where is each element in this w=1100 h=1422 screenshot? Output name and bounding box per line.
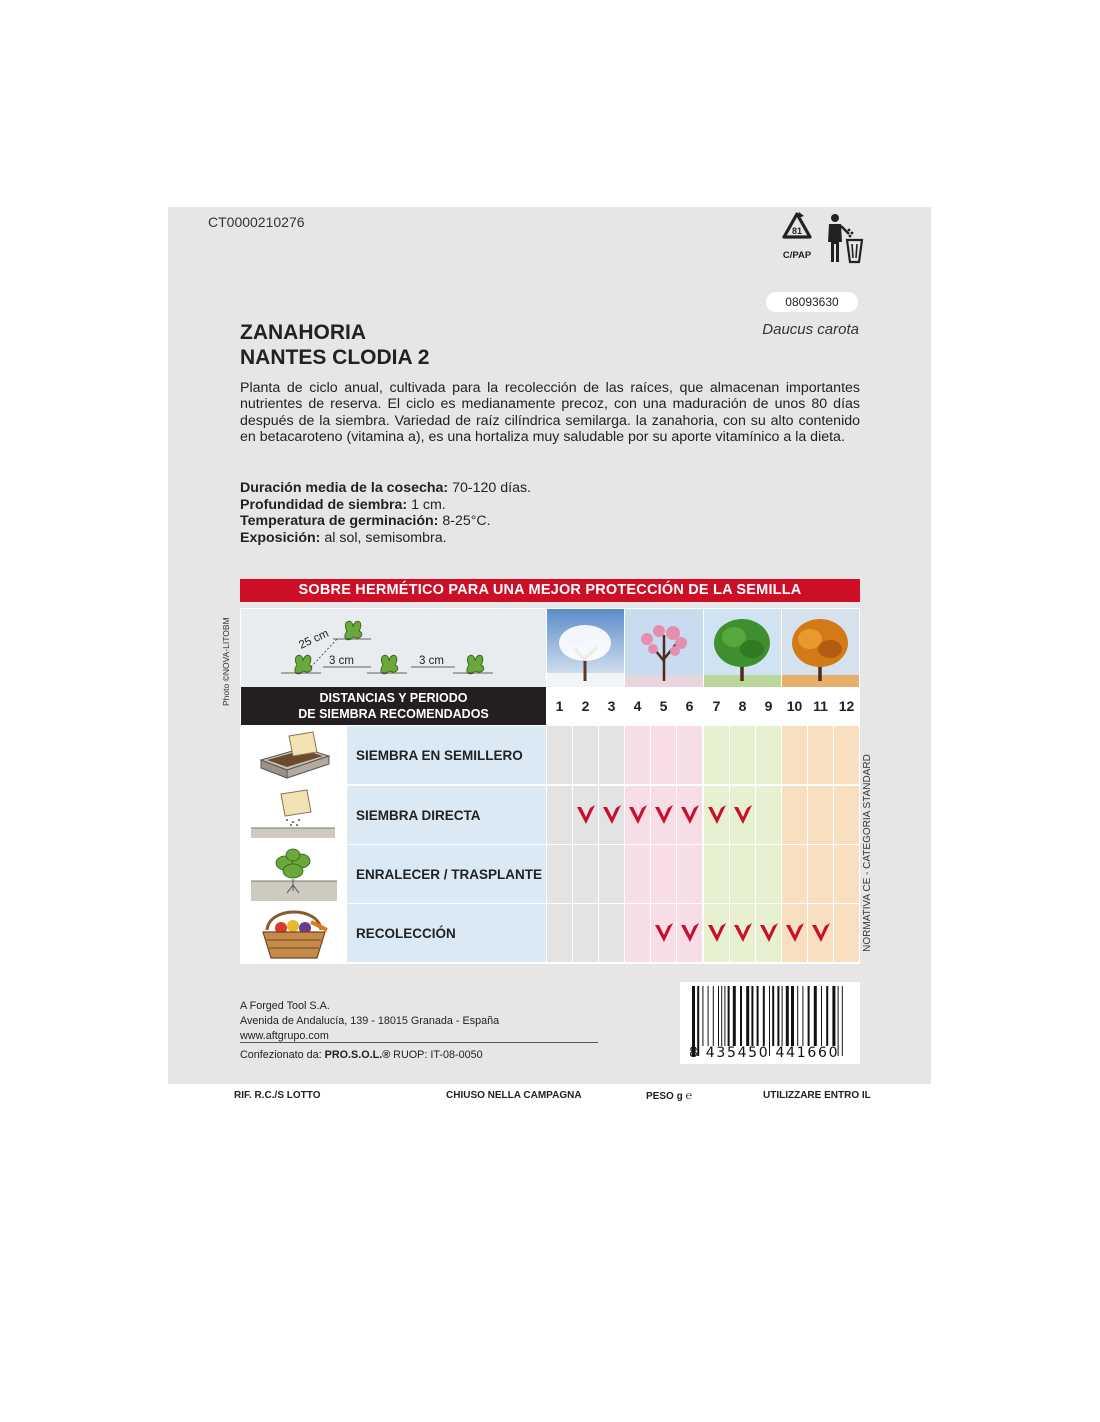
row-distance-label: 25 cm	[297, 627, 331, 652]
calendar-cell	[756, 786, 781, 844]
seedling-icon-1	[295, 655, 312, 674]
calendar-cell	[677, 726, 702, 784]
spec-germination-temp: Temperatura de germinación: 8-25°C.	[240, 513, 491, 529]
seedling-icon-top	[345, 621, 362, 640]
product-code: CT0000210276	[208, 214, 305, 230]
month-header-6: 6	[677, 687, 702, 725]
company-address: Avenida de Andalucía, 139 - 18015 Granada - España	[240, 1015, 500, 1027]
plant-distance-label-2: 3 cm	[419, 655, 444, 667]
calendar-cell	[547, 726, 572, 784]
spec-sowing-depth: Profundidad de siembra: 1 cm.	[240, 496, 446, 513]
estimated-sign-icon: ℮	[685, 1090, 693, 1102]
month-header-9: 9	[756, 687, 781, 725]
seedling-icon	[241, 845, 346, 903]
calendar-cell	[599, 845, 624, 903]
autumn-tree-icon	[782, 609, 859, 687]
calendar-cell	[808, 845, 833, 903]
harvest-basket-icon	[241, 904, 346, 962]
calendar-cell	[730, 845, 755, 903]
calendar-cell	[704, 845, 729, 903]
company-name: A Forged Tool S.A.	[240, 1000, 330, 1012]
latin-name: Daucus carota	[762, 321, 859, 338]
spec-exposure: Exposición: al sol, semisombra.	[240, 529, 447, 546]
calendar-cell	[625, 726, 650, 784]
calendar-cell	[599, 904, 624, 962]
month-header-3: 3	[599, 687, 624, 725]
product-name-line2: NANTES CLODIA 2	[240, 346, 430, 369]
distances-heading: DISTANCIAS Y PERIODO DE SIEMBRA RECOMENDADOS	[241, 687, 546, 725]
divider	[240, 1042, 598, 1043]
recycle-material: C/PAP	[782, 250, 812, 261]
calendar-cell	[808, 786, 833, 844]
calendar-cell	[625, 904, 650, 962]
seedbed-tray-icon	[241, 726, 346, 784]
row-label: SIEMBRA DIRECTA	[347, 786, 546, 844]
seedling-icon-2	[381, 655, 398, 674]
plant-distance-label-1: 3 cm	[329, 655, 354, 667]
check-mark-icon	[680, 922, 700, 944]
calendar-cell	[730, 726, 755, 784]
calendar-cell	[834, 726, 859, 784]
calendar-cell	[547, 845, 572, 903]
month-header-4: 4	[625, 687, 650, 725]
tidyman-bin-icon	[824, 212, 864, 266]
month-header-7: 7	[704, 687, 729, 725]
check-mark-icon	[733, 804, 753, 826]
normativa-label: NORMATIVA CE - CATEGORIA STANDARD	[862, 754, 873, 952]
check-mark-icon	[576, 804, 596, 826]
calendar-cell	[599, 726, 624, 784]
check-mark-icon	[785, 922, 805, 944]
calendar-cell	[834, 786, 859, 844]
calendar-cell	[782, 786, 807, 844]
calendar-cell	[756, 726, 781, 784]
summer-tree-icon	[704, 609, 781, 687]
calendar-cell	[573, 726, 598, 784]
seed-packet-icon	[241, 786, 346, 844]
confezionato-line: Confezionato da: PRO.S.O.L.® RUOP: IT-08-0050	[240, 1049, 483, 1061]
calendar-cell	[677, 845, 702, 903]
calendar-cell	[756, 845, 781, 903]
calendar-cell	[625, 845, 650, 903]
check-mark-icon	[654, 804, 674, 826]
check-mark-icon	[654, 922, 674, 944]
company-web: www.aftgrupo.com	[240, 1030, 329, 1042]
month-header-2: 2	[573, 687, 598, 725]
photo-credit: Photo ©NOVA-LITOBM	[221, 617, 231, 706]
calendar-cell	[834, 904, 859, 962]
check-mark-icon	[707, 804, 727, 826]
check-mark-icon	[759, 922, 779, 944]
distance-diagram	[241, 609, 546, 687]
spec-harvest-duration: Duración media de la cosecha: 70-120 días.	[240, 480, 531, 496]
winter-tree-icon	[547, 609, 624, 687]
check-mark-icon	[680, 804, 700, 826]
month-header-10: 10	[782, 687, 807, 725]
product-name-line1: ZANAHORIA	[240, 321, 366, 344]
month-header-8: 8	[730, 687, 755, 725]
check-mark-icon	[628, 804, 648, 826]
seedling-icon-3	[467, 655, 484, 674]
company-info	[240, 999, 499, 1044]
recycle-number: 81	[791, 226, 803, 236]
calendar-cell	[573, 845, 598, 903]
calendar-cell	[782, 845, 807, 903]
row-label: ENRALECER / TRASPLANTE	[347, 845, 546, 903]
calendar-cell	[704, 726, 729, 784]
check-mark-icon	[811, 922, 831, 944]
month-header-12: 12	[834, 687, 859, 725]
barcode-digits: 8 435450 441660	[689, 1045, 840, 1061]
calendar-cell	[834, 845, 859, 903]
product-description: Planta de ciclo anual, cultivada para la recolección de las raíces, que almacenan importantes nutrientes de reserva. El ciclo es medianamente precoz, con una maduración de unos 80 días después de la siembra. Variedad de raíz cilíndrica semilarga. la zanahoria, con su alto contenido en betacaroteno (vitamina a), es una hortaliza muy saludable por su aporte vitamínico a la dieta.	[240, 380, 860, 445]
calendar-cell	[782, 726, 807, 784]
check-mark-icon	[602, 804, 622, 826]
month-header-5: 5	[651, 687, 676, 725]
calendar-cell	[651, 726, 676, 784]
row-label: SIEMBRA EN SEMILLERO	[347, 726, 546, 784]
calendar-cell	[547, 904, 572, 962]
calendar-cell	[547, 786, 572, 844]
footer-expiry: UTILIZZARE ENTRO IL	[763, 1090, 871, 1101]
spring-tree-icon	[625, 609, 703, 687]
calendar-cell	[808, 726, 833, 784]
calendar-cell	[651, 845, 676, 903]
footer-campaign: CHIUSO NELLA CAMPAGNA	[446, 1090, 582, 1101]
month-header-1: 1	[547, 687, 572, 725]
row-label: RECOLECCIÓN	[347, 904, 546, 962]
specs-list	[240, 480, 531, 546]
calendar-cell	[573, 904, 598, 962]
month-header-11: 11	[808, 687, 833, 725]
recycle-icon	[775, 210, 819, 264]
footer-lot: RIF. R.C./S LOTTO	[234, 1090, 321, 1101]
check-mark-icon	[733, 922, 753, 944]
lot-number: 08093630	[766, 292, 858, 312]
hermetic-banner: SOBRE HERMÉTICO PARA UNA MEJOR PROTECCIÓN DE LA SEMILLA	[240, 579, 860, 602]
product-title	[240, 320, 429, 370]
check-mark-icon	[707, 922, 727, 944]
footer-weight: PESO g ℮	[646, 1090, 693, 1102]
